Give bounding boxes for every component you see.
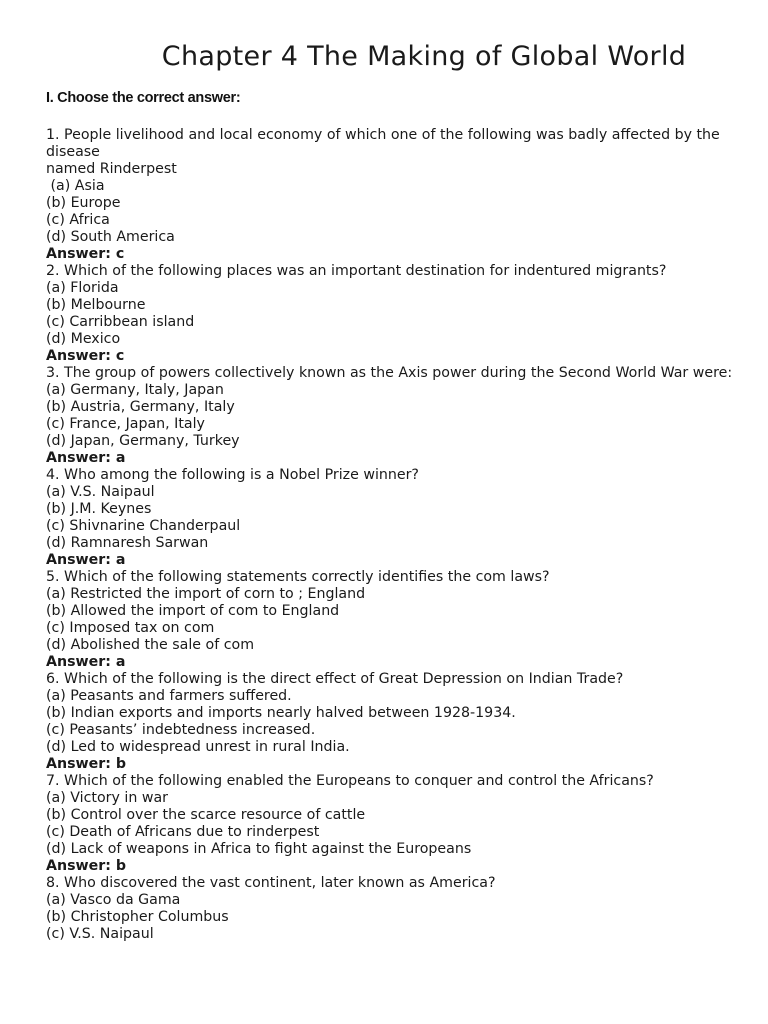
question-text: 5. Which of the following statements correctly identifies the com laws? — [46, 569, 550, 585]
correct-answer: Answer: c — [46, 348, 125, 364]
question-block — [46, 671, 736, 773]
answer-option: (a) Restricted the import of corn to ; England — [46, 586, 366, 602]
answer-option: (a) Florida — [46, 280, 119, 296]
section-heading: I. Choose the correct answer: — [46, 90, 241, 106]
answer-option: (d) Ramnaresh Sarwan — [46, 535, 209, 551]
answer-option: (b) J.M. Keynes — [46, 501, 152, 517]
answer-option: (b) Austria, Germany, Italy — [46, 399, 235, 415]
answer-option: (d) South America — [46, 229, 175, 245]
question-text: 8. Who discovered the vast continent, later known as America? — [46, 875, 496, 891]
answer-option: (b) Allowed the import of com to England — [46, 603, 340, 619]
question-block — [46, 365, 736, 467]
answer-option: (d) Mexico — [46, 331, 121, 347]
correct-answer: Answer: b — [46, 756, 127, 772]
answer-option: (d) Abolished the sale of com — [46, 637, 255, 653]
answer-option: (c) Carribbean island — [46, 314, 195, 330]
question-text: 1. People livelihood and local economy of which one of the following was badly affected by the disease — [46, 127, 725, 160]
question-text: 2. Which of the following places was an important destination for indentured migrants? — [46, 263, 667, 279]
page-title: Chapter 4 The Making of Global World — [161, 41, 687, 72]
answer-option: (b) Indian exports and imports nearly halved between 1928-1934. — [46, 705, 516, 721]
answer-option: (c) Death of Africans due to rinderpest — [46, 824, 320, 840]
answer-option: (d) Japan, Germany, Turkey — [46, 433, 240, 449]
correct-answer: Answer: b — [46, 858, 127, 874]
correct-answer: Answer: a — [46, 450, 126, 466]
answer-option: (c) Africa — [46, 212, 110, 228]
question-text: 6. Which of the following is the direct effect of Great Depression on Indian Trade? — [46, 671, 624, 687]
answer-option: (a) Victory in war — [46, 790, 168, 806]
question-block — [46, 263, 736, 365]
question-text: 7. Which of the following enabled the Europeans to conquer and control the Africans? — [46, 773, 654, 789]
answer-option: (b) Christopher Columbus — [46, 909, 229, 925]
answer-option: (c) France, Japan, Italy — [46, 416, 205, 432]
question-block — [46, 569, 736, 671]
answer-option: (c) Imposed tax on com — [46, 620, 215, 636]
question-block — [46, 875, 736, 943]
question-block — [46, 467, 736, 569]
question-text: named Rinderpest — [46, 161, 177, 177]
question-list — [46, 127, 736, 943]
question-block — [46, 773, 736, 875]
answer-option: (a) Peasants and farmers suffered. — [46, 688, 292, 704]
answer-option: (c) V.S. Naipaul — [46, 926, 154, 942]
answer-option: (b) Melbourne — [46, 297, 146, 313]
correct-answer: Answer: a — [46, 552, 126, 568]
answer-option: (a) Germany, Italy, Japan — [46, 382, 224, 398]
answer-option: (a) Vasco da Gama — [46, 892, 181, 908]
question-text: 4. Who among the following is a Nobel Prize winner? — [46, 467, 419, 483]
correct-answer: Answer: c — [46, 246, 125, 262]
question-block — [46, 127, 736, 263]
answer-option: (a) Asia — [46, 178, 105, 194]
question-text: 3. The group of powers collectively known as the Axis power during the Second World War were: — [46, 365, 733, 381]
answer-option: (a) V.S. Naipaul — [46, 484, 155, 500]
answer-option: (d) Lack of weapons in Africa to fight against the Europeans — [46, 841, 472, 857]
answer-option: (d) Led to widespread unrest in rural India. — [46, 739, 350, 755]
answer-option: (b) Control over the scarce resource of cattle — [46, 807, 366, 823]
answer-option: (c) Shivnarine Chanderpaul — [46, 518, 241, 534]
correct-answer: Answer: a — [46, 654, 126, 670]
answer-option: (b) Europe — [46, 195, 121, 211]
answer-option: (c) Peasants’ indebtedness increased. — [46, 722, 316, 738]
